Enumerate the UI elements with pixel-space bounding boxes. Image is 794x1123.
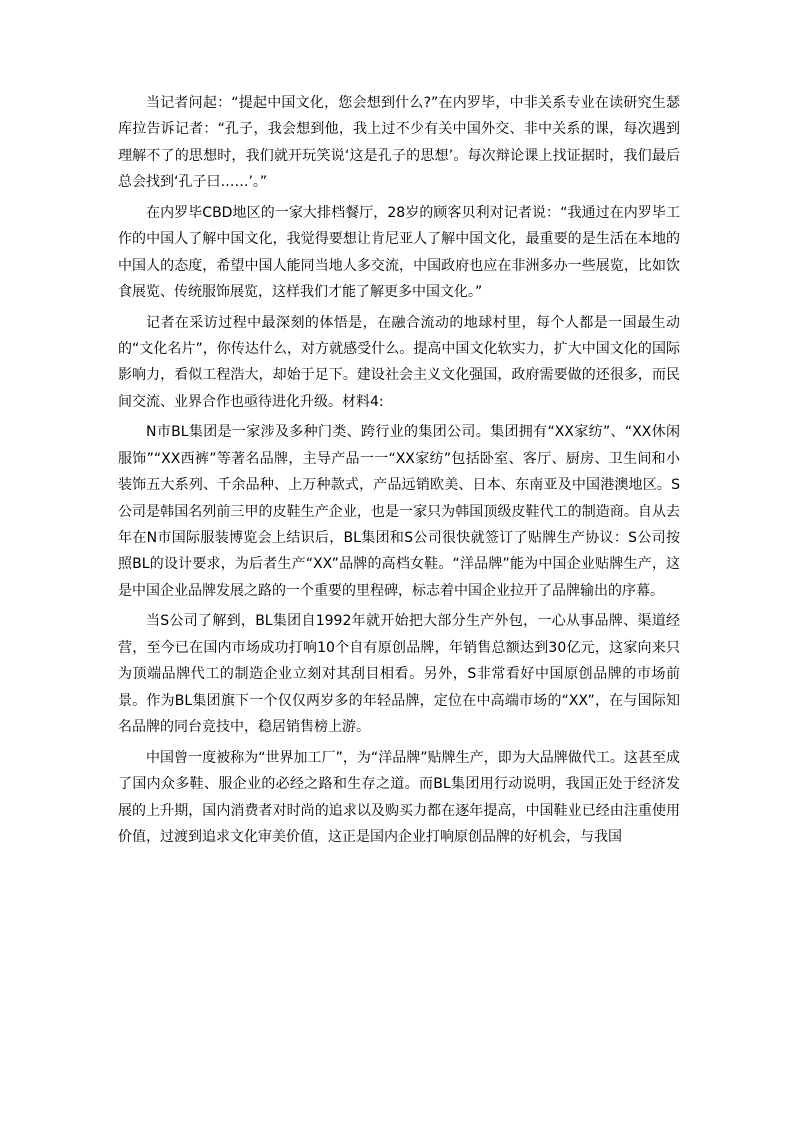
paragraph-4: N市BL集团是一家涉及多种门类、跨行业的集团公司。集团拥有“XX家纺”、“XX休闲服饰”“XX西裤”等著名品牌，主导产品一一“XX家纺”包括卧室、客厅、厨房、卫生间和小装饰五大系列、千余品种、上万种款式，产品远销欧美、日本、东南亚及中国港澳地区。S公司是韩国名列前三甲的皮鞋生产企业，也是一家只为韩国顶级皮鞋代工的制造商。自从去年在N市国际服装博览会上结识后，BL集团和S公司很快就签订了贴牌生产协议：S公司按照BL的设计要求，为后者生产“XX”品牌的高档女鞋。“洋品牌”能为中国企业贴牌生产，这是中国企业品牌发展之路的一个重要的里程碑，标志着中国企业拉开了品牌输出的序幕。 [118,424,680,599]
document-page [118,90,680,855]
paragraph-3: 记者在采访过程中最深刻的体悟是，在融合流动的地球村里，每个人都是一国最生动的“文化名片”，你传达什么，对方就感受什么。提高中国文化软实力，扩大中国文化的国际影响力，看似工程浩大，却始于足下。建设社会主义文化强国，政府需要做的还很多，而民间交流、业界合作也亟待进化升级。材料4: [118,314,680,410]
paragraph-2: 在内罗毕CBD地区的一家大排档餐厅，28岁的顾客贝利对记者说：“我通过在内罗毕工作的中国人了解中国文化，我觉得要想让肯尼亚人了解中国文化，最重要的是生活在本地的中国人的态度，希望中国人能同当地人多交流，中国政府也应在非洲多办一些展览，比如饮食展览、传统服饰展览，这样我们才能了解更多中国文化。” [118,204,680,301]
paragraph-5: 当S公司了解到，BL集团自1992年就开始把大部分生产外包，一心从事品牌、渠道经营，至今已在国内市场成功打响10个自有原创品牌，年销售总额达到30亿元，这家向来只为顶端品牌代工的制造企业立刻对其刮目相看。另外，S非常看好中国原创品牌的市场前景。作为BL集团旗下一个仅仅两岁多的年轻品牌，定位在中高端市场的“XX”，在与国际知名品牌的同台竞技中，稳居销售榜上游。 [118,613,680,736]
paragraph-6: 中国曾一度被称为“世界加工厂”，为“洋品牌”贴牌生产，即为大品牌做代工。这甚至成了国内众多鞋、服企业的必经之路和生存之道。而BL集团用行动说明，我国正处于经济发展的上升期，国内消费者对时尚的追求以及购买力都在逐年提高，中国鞋业已经由注重使用价值，过渡到追求文化审美价值，这正是国内企业打响原创品牌的好机会，与我国 [118,749,680,845]
paragraph-1: 当记者问起：“提起中国文化，您会想到什么?”在内罗毕，中非关系专业在读研究生瑟库拉告诉记者：“孔子，我会想到他，我上过不少有关中国外交、非中关系的课，每次遇到理解不了的思想时，我们就开玩笑说‘这是孔子的思想’。每次辩论课上找证据时，我们最后总会找到‘孔子曰……’。” [118,95,680,191]
